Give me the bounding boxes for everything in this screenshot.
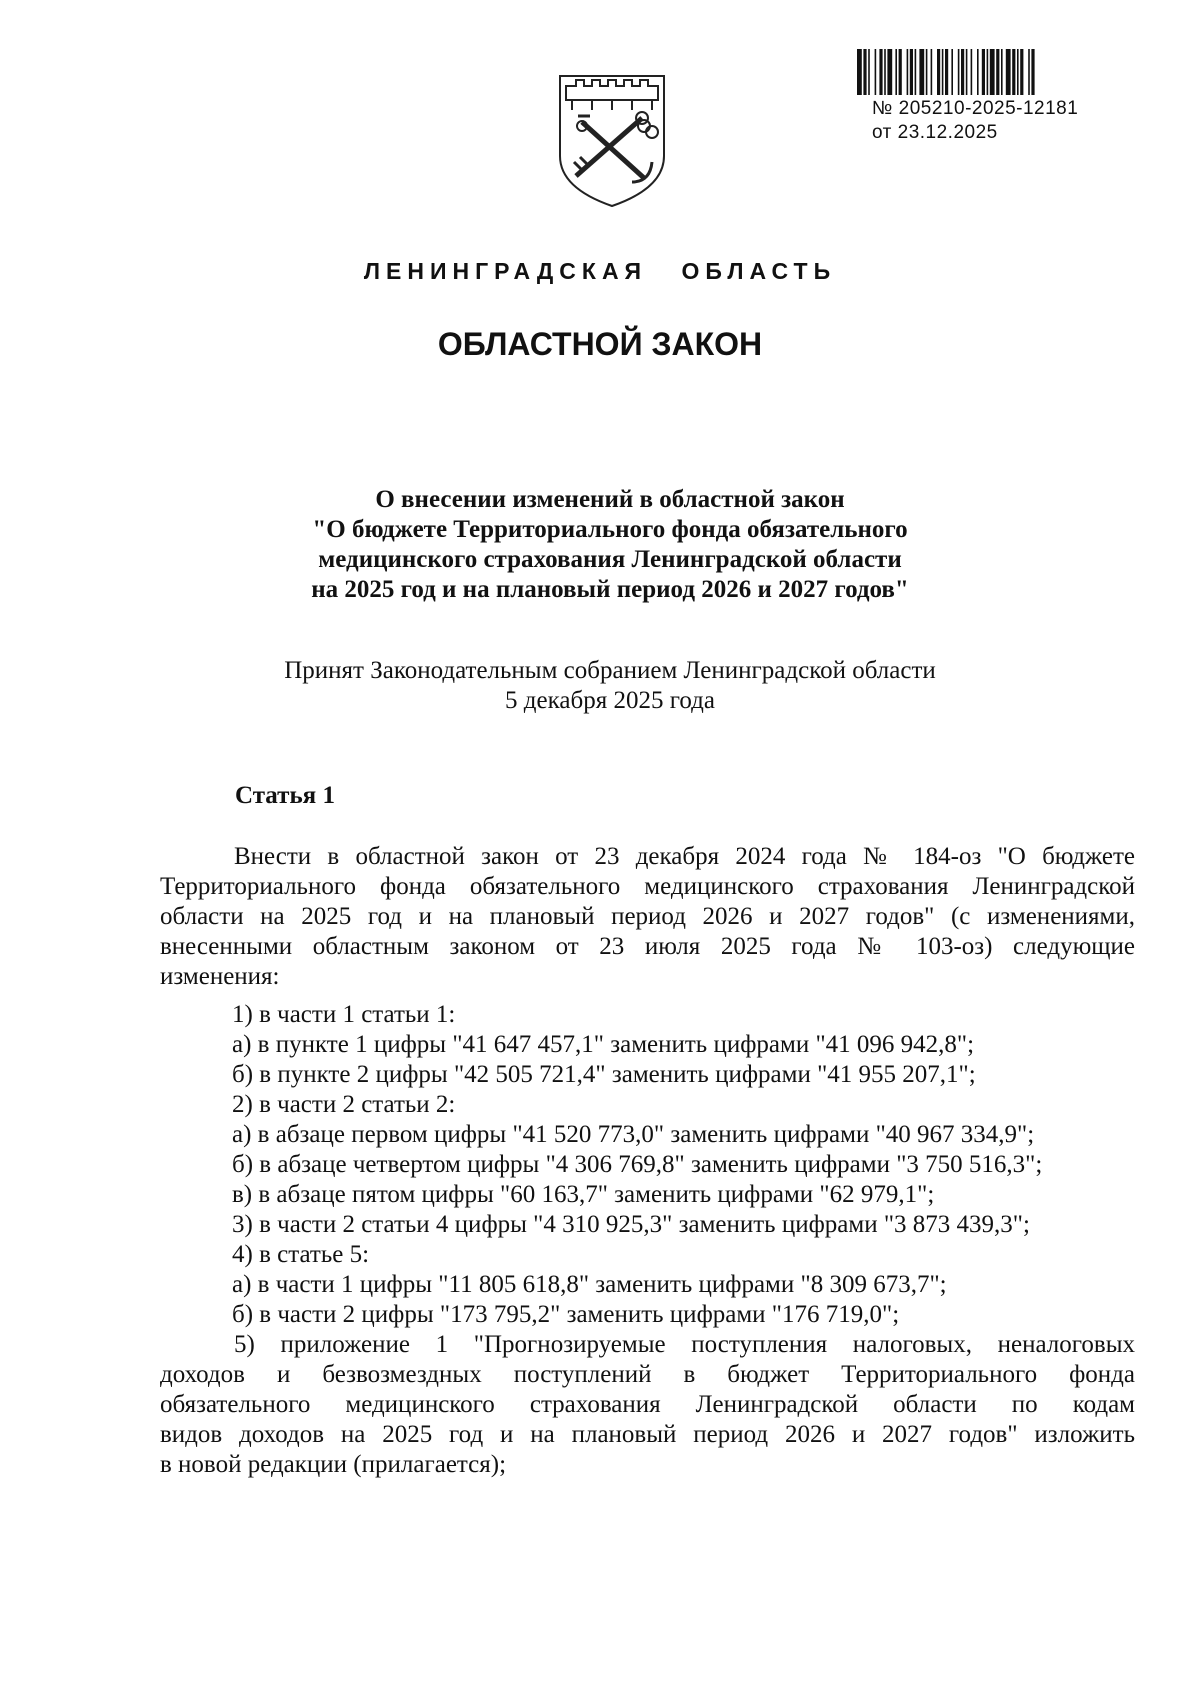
law-title [150, 485, 1070, 605]
intro-line: Территориального фонда обязательного медицинского страхования Ленинградской [160, 873, 1135, 900]
law-title-line: медицинского страхования Ленинградской области [318, 546, 902, 573]
list-item: а) в абзаце первом цифры "41 520 773,0" заменить цифрами "40 967 334,9"; [232, 1121, 1035, 1148]
intro-line: области на 2025 год и на плановый период 2026 и 2027 годов" (с изменениями, [160, 903, 1135, 930]
list-item: 1) в части 1 статьи 1: [232, 1001, 456, 1028]
list-item: а) в пункте 1 цифры "41 647 457,1" заменить цифрами "41 096 942,8"; [232, 1031, 975, 1058]
law-type-heading: ОБЛАСТНОЙ ЗАКОН [437, 326, 763, 362]
point-5-paragraph [160, 1330, 1135, 1480]
point5-line: в новой редакции (прилагается); [160, 1451, 507, 1478]
law-title-line: на 2025 год и на плановый период 2026 и 2027 годов" [311, 576, 909, 603]
article-title: Статья 1 [235, 782, 335, 809]
point5-line: обязательного медицинского страхования Ленинградской области по кодам [160, 1391, 1135, 1418]
list-item: а) в части 1 цифры "11 805 618,8" заменить цифрами "8 309 673,7"; [232, 1271, 947, 1298]
law-title-line: "О бюджете Территориального фонда обязательного [312, 516, 908, 543]
region-name: ЛЕНИНГРАДСКАЯ ОБЛАСТЬ [363, 258, 837, 284]
registration-number: № 205210-2025-12181 [872, 98, 1079, 119]
list-item: б) в части 2 цифры "173 795,2" заменить цифрами "176 719,0"; [232, 1301, 900, 1328]
amendment-list [160, 1000, 1135, 1330]
list-item: 3) в части 2 статьи 4 цифры "4 310 925,3" заменить цифрами "3 873 439,3"; [232, 1211, 1030, 1238]
law-title-line: О внесении изменений в областной закон [375, 486, 845, 513]
list-item: в) в абзаце пятом цифры "60 163,7" заменить цифрами "62 979,1"; [232, 1181, 935, 1208]
coat-of-arms-icon [552, 70, 672, 210]
registration-date: от 23.12.2025 [872, 122, 998, 143]
point5-line: видов доходов на 2025 год и на плановый период 2026 и 2027 годов" изложить [160, 1421, 1135, 1448]
article-intro [160, 842, 1135, 992]
intro-line: изменения: [160, 963, 280, 990]
list-item: б) в абзаце четвертом цифры "4 306 769,8" заменить цифрами "3 750 516,3"; [232, 1151, 1043, 1178]
adoption-note [150, 656, 1070, 716]
intro-line: Внести в областной закон от 23 декабря 2024 года № 184-оз "О бюджете [234, 843, 1135, 870]
list-item: 2) в части 2 статьи 2: [232, 1091, 456, 1118]
intro-line: внесенными областным законом от 23 июля 2025 года № 103-оз) следующие [160, 933, 1135, 960]
point5-line: доходов и безвозмездных поступлений в бюджет Территориального фонда [160, 1361, 1135, 1388]
adoption-body: Принят Законодательным собранием Ленинградской области [284, 657, 936, 684]
list-item: б) в пункте 2 цифры "42 505 721,4" заменить цифрами "41 955 207,1"; [232, 1061, 976, 1088]
point5-line: 5) приложение 1 "Прогнозируемые поступления налоговых, неналоговых [234, 1331, 1135, 1358]
adoption-date: 5 декабря 2025 года [505, 687, 715, 714]
list-item: 4) в статье 5: [232, 1241, 370, 1268]
barcode-icon [857, 49, 1115, 95]
